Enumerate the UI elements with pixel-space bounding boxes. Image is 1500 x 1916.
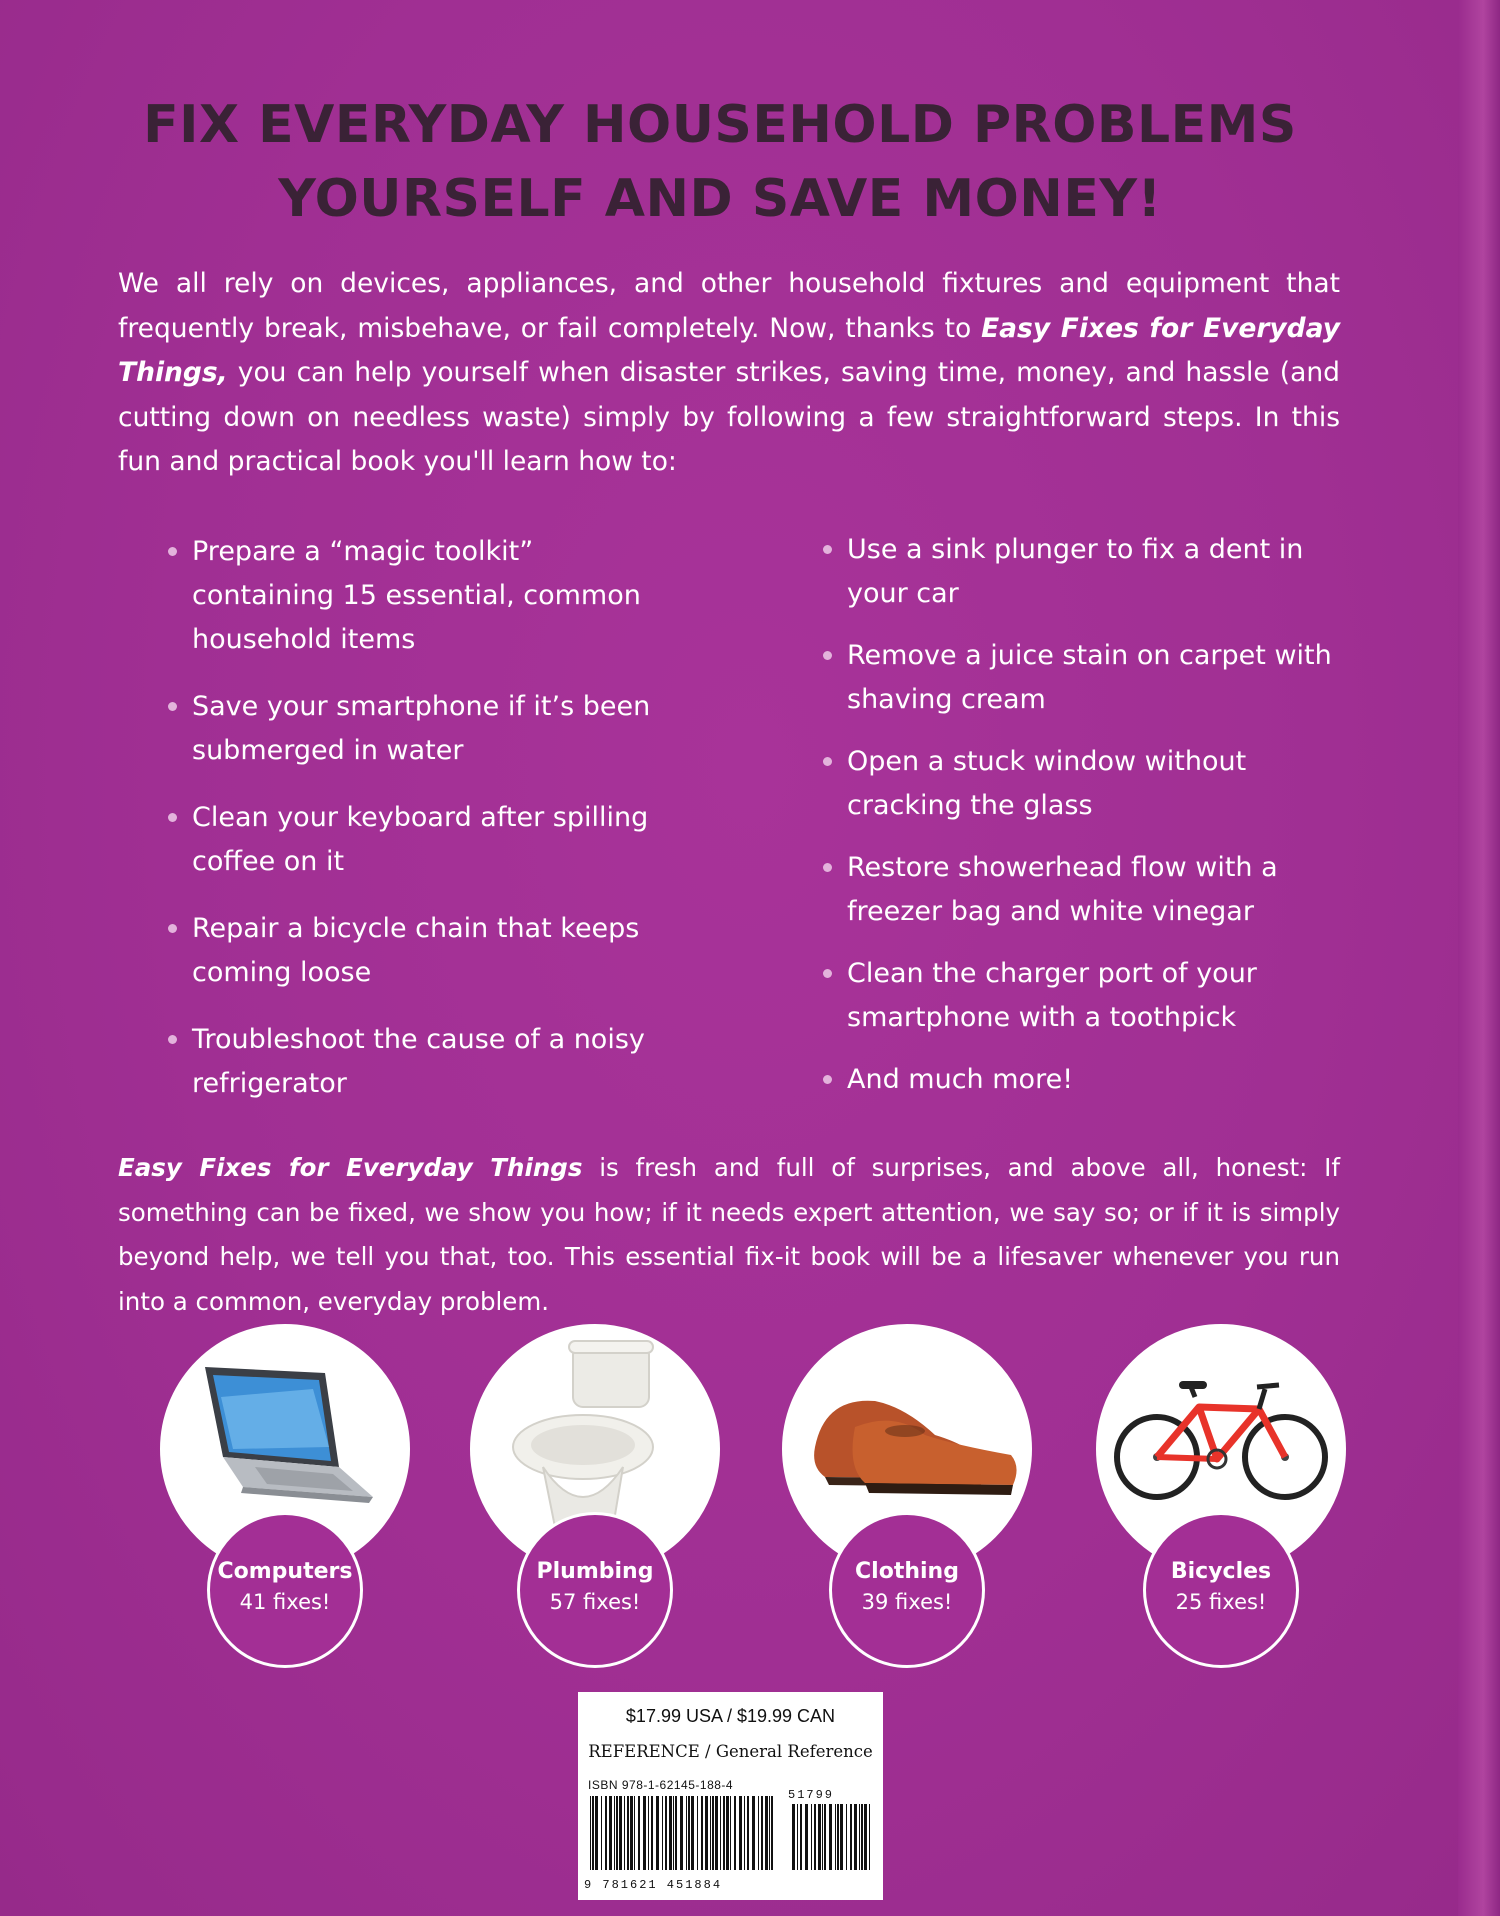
- barcode-bar: [752, 1796, 755, 1870]
- barcode-bar: [662, 1796, 663, 1870]
- headline-line-2: YOURSELF AND SAVE MONEY!: [278, 169, 1162, 229]
- closing-book-title: Easy Fixes for Everyday Things: [118, 1153, 583, 1182]
- barcode-bar: [811, 1804, 812, 1870]
- barcode-bar: [765, 1796, 768, 1870]
- list-item: Clean the charger port of your smartphone with a toothpick: [815, 952, 1355, 1040]
- barcode-bar: [616, 1796, 618, 1870]
- barcode-box: [578, 1692, 883, 1900]
- barcode-bar: [822, 1804, 823, 1870]
- list-item: Use a sink plunger to fix a dent in your car: [815, 528, 1355, 616]
- barcode-bar: [744, 1796, 745, 1870]
- barcode-bar: [846, 1804, 847, 1870]
- list-item: Repair a bicycle chain that keeps coming loose: [160, 907, 680, 995]
- badge-label: Bicycles 25 fixes!: [1143, 1512, 1299, 1668]
- badge-plumbing: [470, 1324, 720, 1684]
- barcode-bar: [673, 1796, 674, 1870]
- barcode-bar: [797, 1804, 798, 1870]
- barcode-bar: [840, 1804, 843, 1870]
- badge-label: Clothing 39 fixes!: [829, 1512, 985, 1668]
- barcode-bar: [686, 1796, 687, 1870]
- barcode-bar: [675, 1796, 677, 1870]
- barcode-bar: [638, 1796, 640, 1870]
- list-item: Troubleshoot the cause of a noisy refrigerator: [160, 1018, 680, 1106]
- barcode-bar: [710, 1796, 711, 1870]
- barcode-bar: [739, 1796, 742, 1870]
- list-item: Clean your keyboard after spilling coffee on it: [160, 796, 680, 884]
- badge-clothing: [782, 1324, 1032, 1684]
- barcode-bar: [601, 1796, 602, 1870]
- barcode-bar: [818, 1804, 821, 1870]
- list-item: Save your smartphone if it’s been submerged in water: [160, 685, 680, 773]
- barcode-bar: [619, 1796, 622, 1870]
- bullet-dot-icon: [168, 924, 177, 933]
- badge-computers: [160, 1324, 410, 1684]
- bullet-list-left: [160, 530, 680, 1129]
- category-text: REFERENCE / General Reference: [588, 1742, 873, 1761]
- closing-paragraph: [118, 1146, 1340, 1324]
- barcode-bar: [697, 1796, 698, 1870]
- barcode-bar: [680, 1796, 683, 1870]
- headline: [60, 88, 1380, 236]
- badge-bicycles: [1096, 1324, 1346, 1684]
- barcode-bar: [648, 1796, 649, 1870]
- barcode-bar: [656, 1796, 659, 1870]
- barcode-bar: [705, 1796, 708, 1870]
- list-item: Prepare a “magic toolkit” containing 15 essential, common household items: [160, 530, 680, 662]
- headline-line-1: FIX EVERYDAY HOUSEHOLD PROBLEMS: [143, 95, 1297, 155]
- barcode-bar: [861, 1804, 863, 1870]
- barcode-bar: [850, 1804, 852, 1870]
- barcode-bar: [837, 1804, 839, 1870]
- barcode-bar: [701, 1796, 703, 1870]
- barcode-bar: [723, 1796, 725, 1870]
- barcode-bar: [643, 1796, 646, 1870]
- barcode-bar: [624, 1796, 625, 1870]
- barcode-bar: [726, 1796, 729, 1870]
- barcode-bar: [665, 1796, 667, 1870]
- bullet-dot-icon: [168, 1035, 177, 1044]
- barcode-bar: [824, 1804, 826, 1870]
- barcode-bar: [869, 1804, 870, 1870]
- barcode-bar: [614, 1796, 615, 1870]
- closing-text: is fresh and full of surprises, and above all, honest: If something can be fixed, we show you how; if it needs expert attention, we say so; or if it is simply beyond help, we tell you that, too. This essential fix-it book will be a lifesaver whenever you run into a common, everyday problem.: [118, 1153, 1340, 1316]
- intro-paragraph: [118, 262, 1340, 485]
- isbn-barcode-icon: [588, 1796, 778, 1882]
- barcode-bar: [864, 1804, 867, 1870]
- barcode-bar: [835, 1804, 836, 1870]
- bullet-dot-icon: [168, 702, 177, 711]
- barcode-bar: [634, 1796, 635, 1870]
- list-item: Restore showerhead flow with a freezer bag and white vinegar: [815, 846, 1355, 934]
- barcode-bar: [627, 1796, 629, 1870]
- barcode-bar: [595, 1796, 598, 1870]
- intro-text-after: you can help yourself when disaster strikes, saving time, money, and hassle (and cutting down on needless waste) simply by following a few straightforward steps. In this fun and practical book you'll learn how to:: [118, 357, 1340, 477]
- barcode-bar: [805, 1804, 808, 1870]
- barcode-bar: [590, 1796, 591, 1870]
- bullet-list-right: [815, 528, 1355, 1120]
- barcode-bar: [814, 1804, 816, 1870]
- barcode-bar: [712, 1796, 714, 1870]
- barcode-bar: [854, 1804, 857, 1870]
- barcode-bar: [720, 1796, 721, 1870]
- bullet-dot-icon: [823, 545, 832, 554]
- barcode-bar: [730, 1796, 731, 1870]
- list-item: Open a stuck window without cracking the glass: [815, 740, 1355, 828]
- spine-edge: [1458, 0, 1500, 1916]
- isbn-text: ISBN 978-1-62145-188-4: [588, 1778, 734, 1792]
- bullet-dot-icon: [823, 969, 832, 978]
- barcode-bar: [651, 1796, 653, 1870]
- price-code-text: 51799: [788, 1788, 835, 1802]
- price-barcode-icon: [790, 1804, 874, 1882]
- barcode-bar: [691, 1796, 694, 1870]
- barcode-bar: [630, 1796, 633, 1870]
- barcode-bar: [761, 1796, 763, 1870]
- barcode-bar: [592, 1796, 594, 1870]
- price-text: $17.99 USA / $19.99 CAN: [625, 1706, 836, 1726]
- barcode-bar: [734, 1796, 736, 1870]
- bullet-dot-icon: [823, 651, 832, 660]
- barcode-bar: [769, 1796, 770, 1870]
- barcode-bar: [715, 1796, 718, 1870]
- intro-book-title: Easy Fixes for Everyday Things,: [118, 312, 1340, 388]
- bullet-dot-icon: [823, 863, 832, 872]
- list-item: And much more!: [815, 1058, 1355, 1102]
- barcode-bar: [800, 1804, 802, 1870]
- isbn-digits-text: 9 781621 451884: [584, 1878, 723, 1892]
- bullet-dot-icon: [168, 813, 177, 822]
- barcode-bar: [758, 1796, 759, 1870]
- barcode-bar: [605, 1796, 607, 1870]
- bullet-dot-icon: [823, 757, 832, 766]
- barcode-bar: [669, 1796, 672, 1870]
- barcode-bar: [609, 1796, 612, 1870]
- list-item: Remove a juice stain on carpet with shaving cream: [815, 634, 1355, 722]
- bullet-dot-icon: [168, 547, 177, 556]
- badge-label: Computers 41 fixes!: [207, 1512, 363, 1668]
- barcode-bar: [859, 1804, 860, 1870]
- badge-label: Plumbing 57 fixes!: [517, 1512, 673, 1668]
- intro-text-before: We all rely on devices, appliances, and other household fixtures and equipment that frequently break, misbehave, or fail completely. Now, thanks to: [118, 268, 1340, 344]
- barcode-bar: [771, 1796, 773, 1870]
- bullet-dot-icon: [823, 1075, 832, 1084]
- barcode-bar: [829, 1804, 832, 1870]
- barcode-bar: [747, 1796, 749, 1870]
- barcode-bar: [792, 1804, 795, 1870]
- barcode-bar: [688, 1796, 690, 1870]
